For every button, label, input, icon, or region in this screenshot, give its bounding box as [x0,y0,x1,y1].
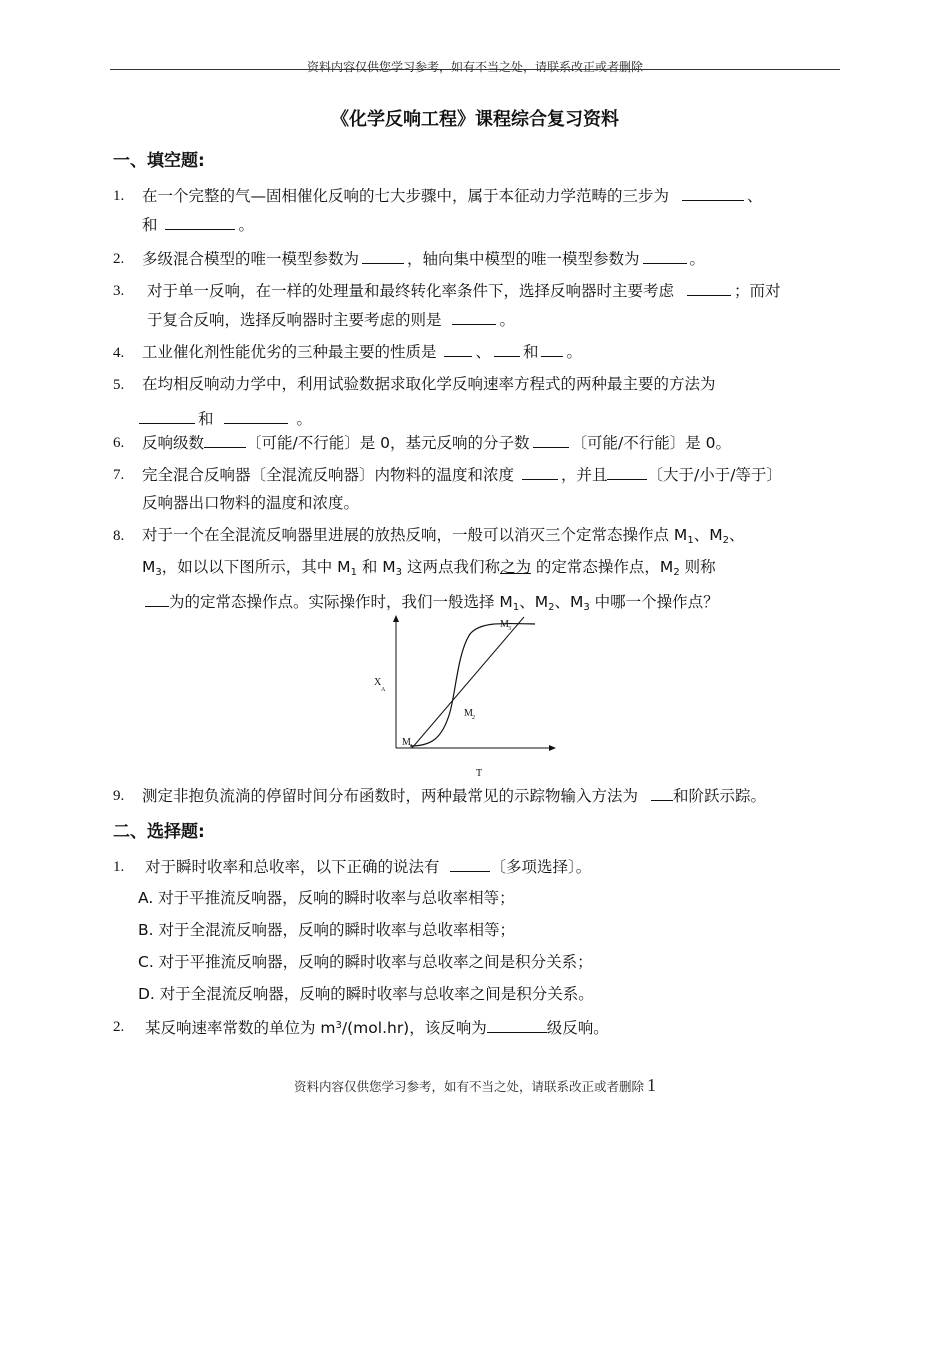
separator: 、 [475,343,491,361]
question-number: 6. [113,435,125,451]
subscript: 3 [395,567,403,578]
answer-blank[interactable] [139,403,195,424]
footer-text: 资料内容仅供您学习参考，如有不当之处，请联系改正或者删除 [293,1079,644,1094]
choice-question-2-line [145,1016,609,1038]
section-multiple-choice-heading: 二、选择题: [113,822,205,842]
question-3-text-c: 于复合反响，选择反响器时主要考虑的则是 [147,311,442,329]
answer-blank[interactable] [533,432,569,448]
question-8-text-k: 中哪一个操作点？ [589,593,719,611]
choice-question-1-text-b: 〔多项选择〕。 [490,858,592,876]
page-number: 1 [647,1075,656,1095]
question-6-text-c: 〔可能/不行能〕是 0。 [571,434,732,452]
question-5-line-2 [136,403,312,429]
question-number: 7. [113,467,125,483]
y-axis-label-subscript: A [381,687,386,693]
heat-generation-curve [410,623,535,746]
answer-blank[interactable] [452,309,496,325]
punctuation: 。 [296,410,313,428]
choice-option-b[interactable]: B. 对于全混流反响器，反响的瞬时收率与总收率相等； [138,921,515,939]
answer-blank[interactable] [607,464,647,480]
answer-blank[interactable] [450,856,490,872]
choice-question-2-text-b: /(mol.hr)，该反响为 [341,1019,487,1037]
document-title: 《化学反响工程》课程综合复习资料 [331,109,619,130]
question-7-line-2 [142,493,359,513]
question-2-text-b: ，轴向集中模型的唯一模型参数为 [407,250,640,268]
punctuation: 。 [689,250,706,268]
question-6-text-b: 〔可能/不行能〕是 0，基元反响的分子数 [246,434,530,452]
question-3-text: 对于单一反响，在一样的处理量和最终转化率条件下，选择反响器时主要考虑 [147,282,675,300]
question-8-text-g: 则称 [679,558,716,576]
question-number: 5. [113,377,125,393]
question-number: 1. [113,859,125,875]
page-footer [0,1075,950,1096]
question-7-text: 完全混合反响器〔全混流反响器〕内物料的温度和浓度 [142,466,515,484]
question-6-text: 反响级数 [142,434,205,452]
operating-point-label: M [142,558,156,576]
x-axis-label: T [476,768,483,779]
answer-blank[interactable] [494,346,520,357]
choice-question-2-text: 某反响速率常数的单位为 m [145,1019,336,1037]
superscript: 3 [335,1020,342,1031]
question-4-line [142,342,582,362]
question-8-line-1 [142,525,744,551]
question-1-line-1 [142,185,762,206]
question-6-line [142,432,731,453]
question-7-text-b: ，并且 [560,466,608,484]
question-8-text-c: 和 M [356,558,396,576]
question-7-line-1 [142,464,782,485]
choice-option-a[interactable]: A. 对于平推流反响器，反响的瞬时收率与总收率相等； [138,889,515,907]
separator: 、M [554,593,584,611]
question-number: 3. [113,283,125,299]
question-9-text: 测定非抱负流淌的停留时间分布函数时，两种最常见的示踪物输入方法为 [142,787,639,805]
separator: 、M [693,526,723,544]
point-m1-subscript: 1 [410,744,413,750]
subscript: 3 [155,567,162,578]
answer-blank[interactable] [204,432,246,448]
question-3-line-2 [147,309,515,330]
x-axis-arrow-icon [549,745,556,751]
choice-question-1-text: 对于瞬时收率和总收率，以下正确的说法有 [145,858,440,876]
answer-blank[interactable] [224,403,288,424]
separator: 、 [728,526,745,544]
point-m1-label: M [402,737,411,748]
question-number: 9. [113,788,125,804]
question-8-text-h: 为的定常态操作点。实际操作时，我们一般选择 M [169,593,513,611]
question-1-line-2 [142,214,254,235]
question-number: 2. [113,1019,125,1035]
question-5-line-1 [142,374,716,394]
section-fill-blank-heading: 一、填空题: [113,151,205,171]
question-8-text-b: ，如以以下图所示，其中 M [161,558,351,576]
point-m3-label: M [500,619,509,630]
question-9-text-b: 和阶跃示踪。 [672,787,766,805]
separator: 、M [519,593,549,611]
subscript: 1 [512,602,520,613]
point-m3-subscript: 3 [508,626,511,632]
page-header: 资料内容仅供您学习参考，如有不当之处，请联系改正或者删除 [306,60,643,74]
answer-blank[interactable] [541,346,563,357]
question-4-text: 工业催化剂性能优劣的三种最主要的性质是 [142,343,437,361]
choice-question-1-line [145,856,591,877]
question-8-text-d: 这两点我们称 [402,558,500,576]
question-3-line-1 [147,280,780,301]
question-2-line [142,248,705,269]
subscript: 1 [350,567,357,578]
choice-option-d[interactable]: D. 对于全混流反响器，反响的瞬时收率与总收率之间是积分关系。 [138,985,594,1003]
choice-option-c[interactable]: C. 对于平推流反响器，反响的瞬时收率与总收率之间是积分关系； [138,953,593,971]
question-8-text: 对于一个在全混流反响器里进展的放热反响，一般可以消灭三个定常态操作点 M [142,526,688,544]
question-9-line [142,785,766,806]
subscript: 2 [548,602,555,613]
answer-blank[interactable] [682,185,744,201]
subscript: 1 [687,535,694,546]
answer-blank[interactable] [522,464,558,480]
point-m2-subscript: 2 [472,715,475,721]
subscript: 3 [583,602,590,613]
question-3-text-b: ；而对 [733,282,781,300]
answer-blank[interactable] [687,280,731,296]
question-8-text-f: 的定常态操作点，M [531,558,674,576]
answer-blank[interactable] [487,1017,547,1033]
answer-blank[interactable] [444,346,472,357]
header-rule [110,69,840,70]
punctuation: 。 [566,343,582,361]
punctuation: 。 [238,216,254,234]
answer-blank[interactable] [651,785,673,801]
question-7-text-d: 反响器出口物料的温度和浓度。 [142,494,360,512]
separator: 、 [746,187,763,205]
y-axis-label: X [374,677,382,688]
y-axis-arrow-icon [393,615,399,622]
choice-question-2-text-c: 级反响。 [546,1019,609,1037]
question-number: 8. [113,528,125,544]
question-5-text: 在均相反响动力学中，利用试验数据求取化学反响速率方程式的两种最主要的方法为 [142,375,716,393]
answer-blank[interactable] [145,591,169,607]
conjunction: 和 [198,410,214,428]
question-7-text-c: 〔大于/小于/等于〕 [647,466,782,484]
underlined-blank-text[interactable]: 之为 [499,558,531,576]
question-1-text: 在一个完整的气—固相催化反响的七大步骤中，属于本征动力学范畴的三步为 [142,187,670,205]
question-number: 1. [113,188,125,204]
subscript: 2 [722,535,729,546]
question-2-text: 多级混合模型的唯一模型参数为 [142,250,360,268]
answer-blank[interactable] [362,248,404,264]
conjunction: 和 [522,343,539,361]
punctuation: 。 [499,311,515,329]
question-number: 2. [113,251,125,267]
conjunction: 和 [142,216,158,234]
operating-points-figure [370,612,570,782]
subscript: 2 [673,567,680,578]
point-m2-label: M [464,708,473,719]
question-number: 4. [113,345,125,361]
answer-blank[interactable] [643,248,687,264]
question-8-line-2 [142,557,716,583]
answer-blank[interactable] [165,214,235,230]
